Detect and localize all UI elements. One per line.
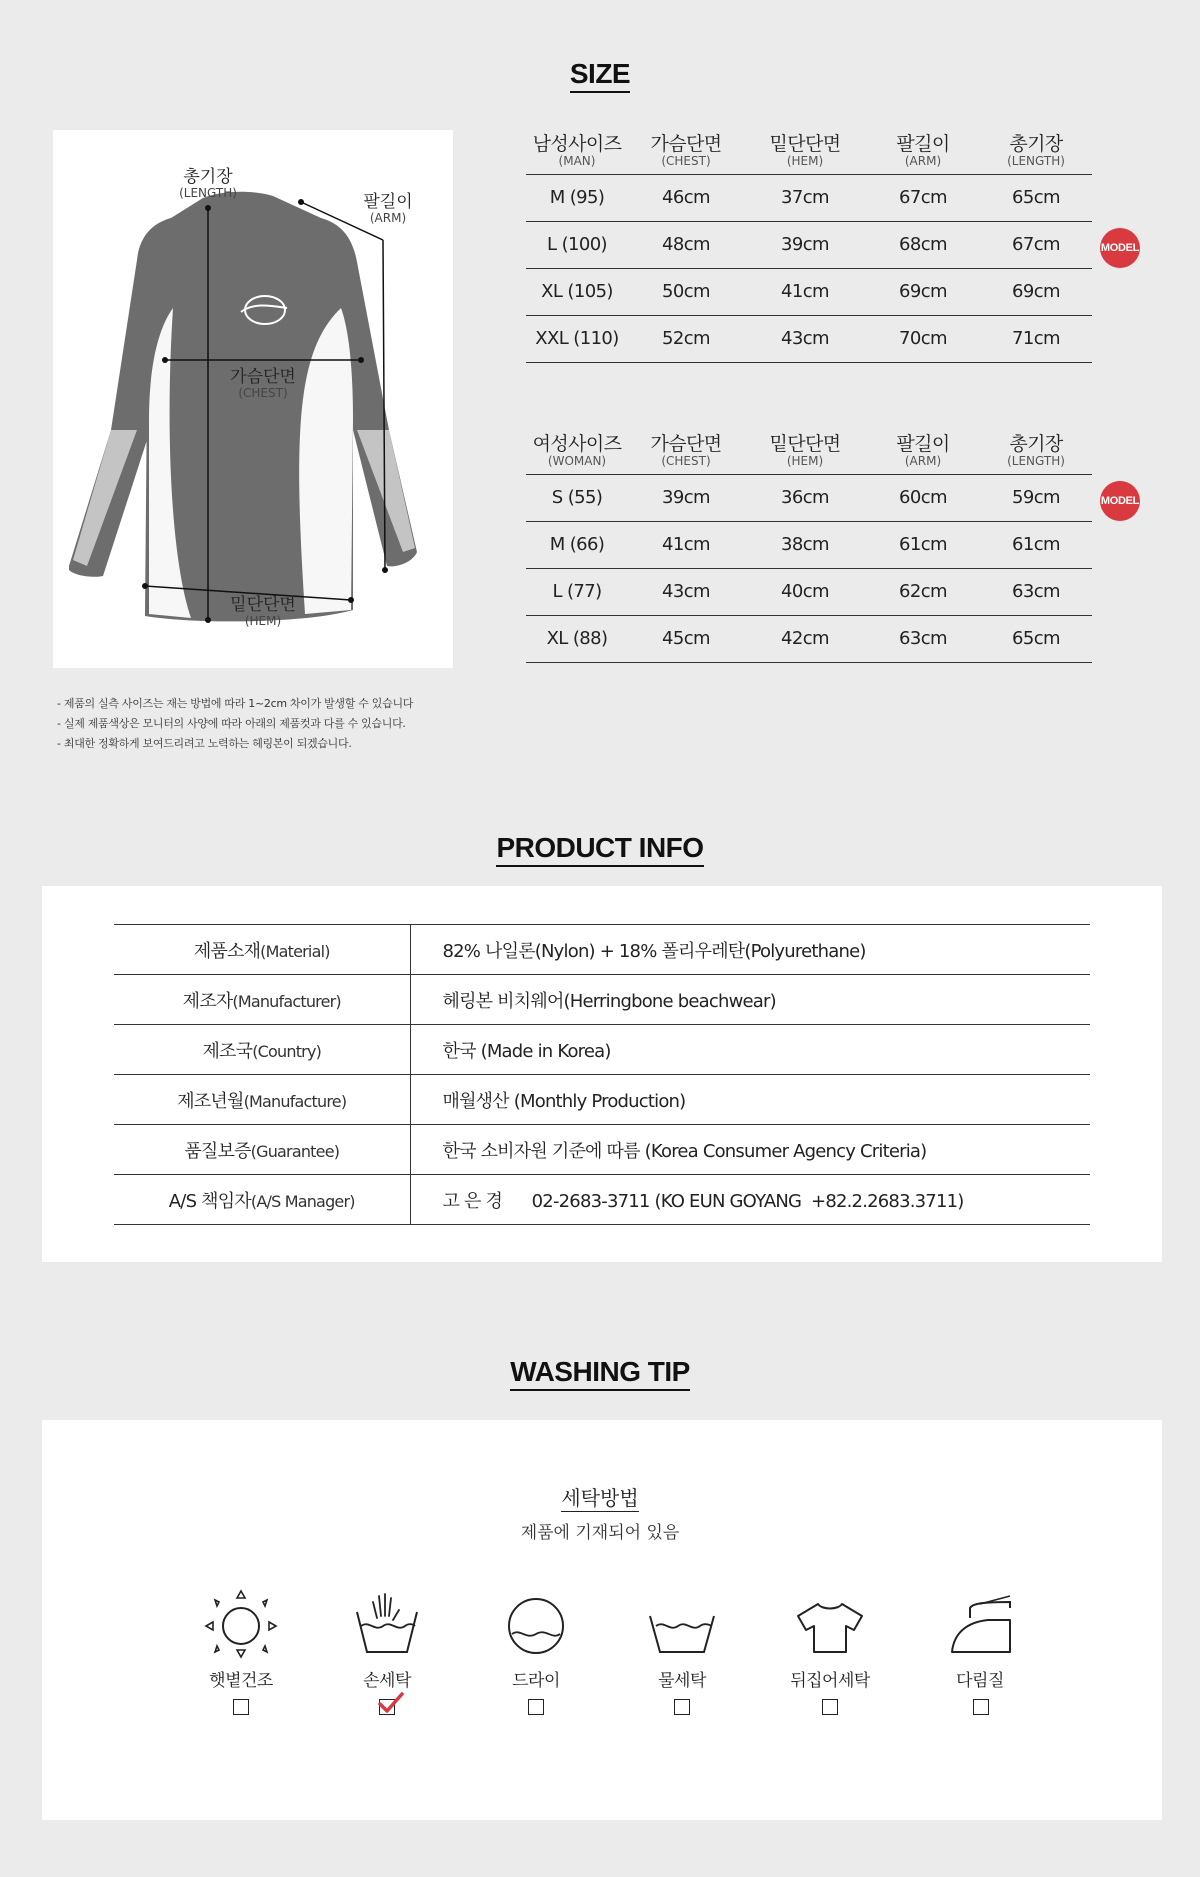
wash-item-iron (920, 1588, 1040, 1691)
size-diagram (53, 130, 453, 668)
size-cell: 69cm (980, 268, 1092, 315)
wash-item-water-wash (622, 1588, 742, 1691)
size-cell: 39cm (744, 221, 866, 268)
size-cell: 65cm (980, 615, 1092, 662)
hem-header: 밑단단면 (HEM) (744, 128, 866, 174)
product-info-table (114, 924, 1090, 1225)
hand-wash-icon (347, 1588, 427, 1660)
women-size-header-row (526, 428, 1092, 474)
size-cell: L (77) (526, 568, 628, 615)
women-size-header: 여성사이즈 (WOMAN) (526, 428, 628, 474)
wash-item-sun (181, 1588, 301, 1691)
info-value: 한국 (Made in Korea) (410, 1025, 1090, 1075)
size-cell: 60cm (866, 474, 980, 521)
washing-note: 제품에 기재되어 있음 (520, 1523, 680, 1543)
size-cell: 71cm (980, 315, 1092, 362)
washing-tip-title: WASHING TIP (0, 1356, 1200, 1391)
size-cell: 67cm (980, 221, 1092, 268)
size-cell: 46cm (628, 174, 744, 221)
info-key: 제조국(Country) (114, 1025, 410, 1075)
size-cell: 36cm (744, 474, 866, 521)
info-value: 매월생산 (Monthly Production) (410, 1075, 1090, 1125)
table-row (114, 1125, 1090, 1175)
info-value: 고 은 경 02-2683-3711 (KO EUN GOYANG +82.2.2683.3711) (410, 1175, 1090, 1225)
table-row (526, 568, 1092, 615)
men-size-header: 남성사이즈 (MAN) (526, 128, 628, 174)
size-cell: 59cm (980, 474, 1092, 521)
water-wash-icon (642, 1588, 722, 1660)
info-value: 82% 나일론(Nylon) + 18% 폴리우레탄(Polyurethane) (410, 925, 1090, 975)
size-cell: 63cm (866, 615, 980, 662)
arm-header: 팔길이 (ARM) (866, 428, 980, 474)
info-key: 제조년월(Manufacture) (114, 1075, 410, 1125)
dry-clean-icon (496, 1588, 576, 1660)
size-cell: 61cm (980, 521, 1092, 568)
note-line: - 최대한 정확하게 보여드리려고 노력하는 헤링본이 되겠습니다. (57, 737, 352, 750)
wash-label: 다림질 (956, 1671, 1004, 1691)
table-row (526, 474, 1092, 521)
men-size-header-row (526, 128, 1092, 174)
size-cell: 38cm (744, 521, 866, 568)
check-icon (378, 1692, 404, 1714)
size-cell: 40cm (744, 568, 866, 615)
wash-label: 뒤집어세탁 (790, 1671, 870, 1691)
water-wash-checkbox[interactable] (674, 1699, 690, 1715)
sun-icon (201, 1588, 281, 1660)
size-cell: 42cm (744, 615, 866, 662)
size-notes (57, 694, 413, 754)
size-cell: 45cm (628, 615, 744, 662)
diagram-arm-label: 팔길이 (ARM) (363, 192, 413, 225)
info-value: 한국 소비자원 기준에 따름 (Korea Consumer Agency Criteria) (410, 1125, 1090, 1175)
table-row (114, 1175, 1090, 1225)
size-cell: 41cm (744, 268, 866, 315)
size-cell: M (95) (526, 174, 628, 221)
table-row (526, 315, 1092, 362)
model-badge-women: MODEL (1100, 481, 1140, 521)
length-header: 총기장 (LENGTH) (980, 128, 1092, 174)
table-row (114, 1025, 1090, 1075)
length-header: 총기장 (LENGTH) (980, 428, 1092, 474)
size-cell: 61cm (866, 521, 980, 568)
size-cell: 65cm (980, 174, 1092, 221)
table-row (526, 268, 1092, 315)
info-value: 헤링본 비치웨어(Herringbone beachwear) (410, 975, 1090, 1025)
wash-label: 손세탁 (363, 1671, 411, 1691)
size-cell: XXL (110) (526, 315, 628, 362)
info-key: 제품소재(Material) (114, 925, 410, 975)
size-cell: L (100) (526, 221, 628, 268)
table-row (526, 221, 1092, 268)
hand-wash-checkbox[interactable] (379, 1699, 395, 1715)
size-cell: 39cm (628, 474, 744, 521)
size-cell: XL (88) (526, 615, 628, 662)
men-size-table (526, 128, 1092, 363)
size-cell: 67cm (866, 174, 980, 221)
note-line: - 제품의 실측 사이즈는 재는 방법에 따라 1~2cm 차이가 발생할 수 있습니다 (57, 697, 414, 710)
size-cell: 68cm (866, 221, 980, 268)
iron-checkbox[interactable] (973, 1699, 989, 1715)
info-key: A/S 책임자(A/S Manager) (114, 1175, 410, 1225)
table-row (526, 615, 1092, 662)
size-cell: 63cm (980, 568, 1092, 615)
table-row (526, 174, 1092, 221)
table-row (114, 925, 1090, 975)
inside-out-shirt-icon (790, 1588, 870, 1660)
hem-header: 밑단단면 (HEM) (744, 428, 866, 474)
washing-subtitle: 세탁방법 (561, 1486, 639, 1510)
size-cell: 70cm (866, 315, 980, 362)
info-key: 품질보증(Guarantee) (114, 1125, 410, 1175)
wash-item-dry-clean (476, 1588, 596, 1691)
size-cell: M (66) (526, 521, 628, 568)
size-cell: 41cm (628, 521, 744, 568)
wash-label: 물세탁 (658, 1671, 706, 1691)
size-title: SIZE (0, 58, 1200, 93)
table-row (114, 1075, 1090, 1125)
wash-item-hand-wash (327, 1588, 447, 1691)
info-key: 제조자(Manufacturer) (114, 975, 410, 1025)
inside-out-checkbox[interactable] (822, 1699, 838, 1715)
women-size-table (526, 428, 1092, 663)
size-cell: XL (105) (526, 268, 628, 315)
size-cell: 62cm (866, 568, 980, 615)
size-cell: 43cm (628, 568, 744, 615)
diagram-length-label: 총기장 (LENGTH) (179, 167, 237, 200)
iron-icon (940, 1588, 1020, 1660)
wash-label: 드라이 (512, 1671, 560, 1691)
model-badge-men: MODEL (1100, 228, 1140, 268)
table-row (114, 975, 1090, 1025)
chest-header: 가슴단면 (CHEST) (628, 428, 744, 474)
chest-header: 가슴단면 (CHEST) (628, 128, 744, 174)
size-cell: 48cm (628, 221, 744, 268)
size-cell: S (55) (526, 474, 628, 521)
dry-clean-checkbox[interactable] (528, 1699, 544, 1715)
note-line: - 실제 제품색상은 모니터의 사양에 따라 아래의 제품컷과 다를 수 있습니다. (57, 717, 406, 730)
diagram-chest-label: 가슴단면 (CHEST) (230, 367, 296, 400)
wash-label: 햇볕건조 (209, 1671, 273, 1691)
size-cell: 69cm (866, 268, 980, 315)
size-cell: 50cm (628, 268, 744, 315)
product-info-title: PRODUCT INFO (0, 832, 1200, 867)
size-cell: 52cm (628, 315, 744, 362)
diagram-hem-label: 밑단단면 (HEM) (230, 595, 296, 628)
wash-item-inside-out (770, 1588, 890, 1691)
arm-header: 팔길이 (ARM) (866, 128, 980, 174)
sun-dry-checkbox[interactable] (233, 1699, 249, 1715)
table-row (526, 521, 1092, 568)
size-cell: 37cm (744, 174, 866, 221)
size-cell: 43cm (744, 315, 866, 362)
